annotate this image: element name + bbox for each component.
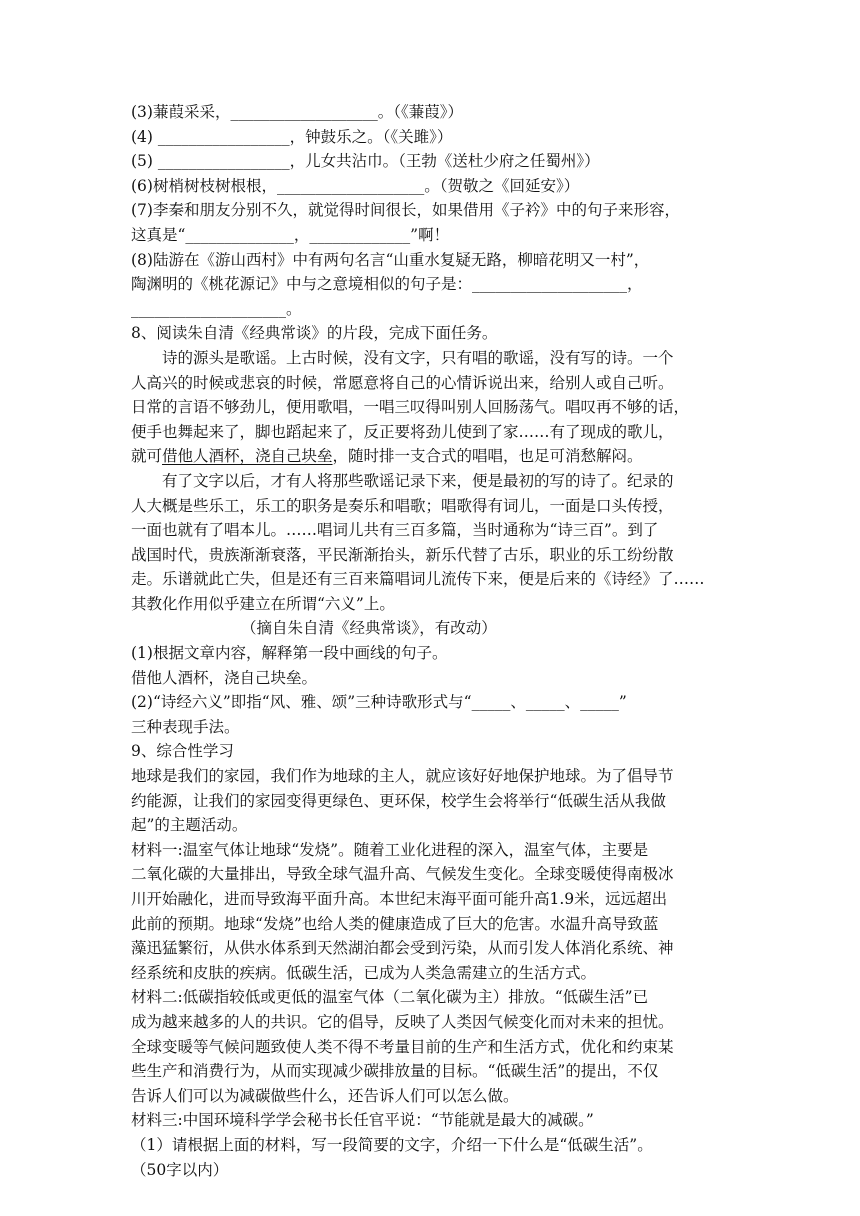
text-line: 材料三:中国环境科学学会秘书长任官平说：“节能就是最大的减碳。” — [131, 1111, 594, 1130]
text-line: 二氧化碳的大量排出，导致全球气温升高、气候发生变化。全球变暖使得南极冰 — [131, 865, 674, 884]
text-line: （50字以内） — [131, 1160, 229, 1179]
text-line: 战国时代，贵族渐渐衰落，平民渐渐抬头，新乐代替了古乐，职业的乐工纷纷散 — [131, 545, 674, 564]
text-line: 一面也就有了唱本儿。……唱词儿共有三百多篇，当时通称为“诗三百”。到了 — [131, 521, 659, 540]
text-line: 起”的主题活动。 — [131, 816, 248, 835]
text-line: 材料二:低碳指较低或更低的温室气体（二氧化碳为主）排放。“低碳生活”已 — [131, 988, 649, 1007]
text-line: 人高兴的时候或悲哀的时候，常愿意将自己的心情诉说出来，给别人或自己听。 — [131, 373, 674, 392]
text-line: 有了文字以后，才有人将那些歌谣记录下来，便是最初的写的诗了。纪录的 — [162, 471, 674, 490]
text-line: 9、综合性学习 — [131, 742, 234, 761]
text-line: 全球变暖等气候问题致使人类不得不考量目前的生产和生活方式，优化和约束某 — [131, 1037, 674, 1056]
text-line — [131, 444, 731, 469]
text-line: (2)“诗经六义”即指“风、雅、颂”三种诗歌形式与“_____、_____、_____” — [131, 693, 627, 712]
text-line: 其教化作用似乎建立在所谓“六义”上。 — [131, 594, 395, 613]
text-line: 些生产和消费行为，从而实现减少碳排放量的目标。“低碳生活”的提出，不仅 — [131, 1062, 659, 1081]
text-line: 人大概是些乐工，乐工的职务是奏乐和唱歌；唱歌得有词儿，一面是口头传授， — [131, 496, 674, 515]
text-line: 约能源，让我们的家园变得更绿色、更环保，校学生会将举行“低碳生活从我做 — [131, 791, 666, 810]
text-segment: ，随时排一支合式的唱唱，也足可消愁解闷。 — [332, 447, 643, 466]
text-line: 诗的源头是歌谣。上古时候，没有文字，只有唱的歌谣，没有写的诗。一个 — [162, 348, 674, 367]
text-line: 陶渊明的《桃花源记》中与之意境相似的句子是：____________________， — [131, 275, 643, 294]
text-segment: 就可 — [131, 447, 163, 466]
document-page — [131, 100, 731, 1182]
text-line: (5) _________________，儿女共沾巾。（王勃《送杜少府之任蜀州》） — [131, 152, 600, 171]
text-line: (3)蒹葭采采，___________________。（《蒹葭》） — [131, 103, 463, 121]
text-line: 经系统和皮肤的疾病。低碳生活，已成为人类急需建立的生活方式。 — [131, 963, 597, 982]
text-line: 告诉人们可以为减碳做些什么，还告诉人们可以怎么做。 — [131, 1086, 519, 1105]
text-line: 三种表现手法。 — [131, 717, 240, 736]
text-line: 藻迅猛繁衍，从供水体系到天然湖泊都会受到污染，从而引发人体消化系统、神 — [131, 939, 674, 958]
text-line: 此前的预期。地球“发烧”也给人类的健康造成了巨大的危害。水温升高导致蓝 — [131, 914, 659, 933]
text-line: （1）请根据上面的材料，写一段简要的文字，介绍一下什么是“低碳生活”。 — [131, 1135, 653, 1154]
text-line: 8、阅读朱自清《经典常谈》的片段，完成下面任务。 — [131, 324, 498, 343]
underlined-sentence: 借他人酒杯，浇自己块垒 — [162, 447, 333, 466]
text-line: 这真是“______________，_____________”啊！ — [131, 225, 450, 244]
text-line: (8)陆游在《游山西村》中有两句名言“山重水复疑无路，柳暗花明又一村”， — [131, 250, 650, 269]
text-line: 材料一:温室气体让地球“发烧”。随着工业化进程的深入，温室气体，主要是 — [131, 840, 649, 859]
text-line: (1)根据文章内容，解释第一段中画线的句子。 — [131, 644, 448, 663]
text-line: (4) _________________，钟鼓乐之。（《关雎》） — [131, 127, 453, 146]
text-line: ____________________。 — [131, 299, 302, 318]
text-line: 川开始融化，进而导致海平面升高。本世纪末海平面可能升高1.9米，远远超出 — [131, 890, 668, 908]
text-line: 地球是我们的家园，我们作为地球的主人，就应该好好地保护地球。为了倡导节 — [131, 767, 674, 786]
text-line: 成为越来越多的人的共识。它的倡导，反映了人类因气候变化而对未来的担忧。 — [131, 1012, 674, 1031]
text-line: 日常的言语不够劲儿，便用歌唱，一唱三叹得叫别人回肠荡气。唱叹再不够的话， — [131, 398, 690, 417]
text-line: (7)李秦和朋友分别不久，就觉得时间很长，如果借用《子衿》中的句子来形容， — [131, 201, 680, 220]
text-line: （摘自朱自清《经典常谈》，有改动） — [241, 619, 497, 638]
text-line: 走。乐谱就此亡失，但是还有三百来篇唱词儿流传下来，便是后来的《诗经》了…… — [131, 570, 705, 589]
text-line: 借他人酒杯，浇自己块垒。 — [131, 668, 318, 687]
text-line: (6)树梢树枝树根根，___________________。（贺敬之《回延安》） — [131, 176, 580, 195]
text-line: 便手也舞起来了，脚也蹈起来了，反正要将劲儿使到了家……有了现成的歌儿， — [131, 422, 674, 441]
